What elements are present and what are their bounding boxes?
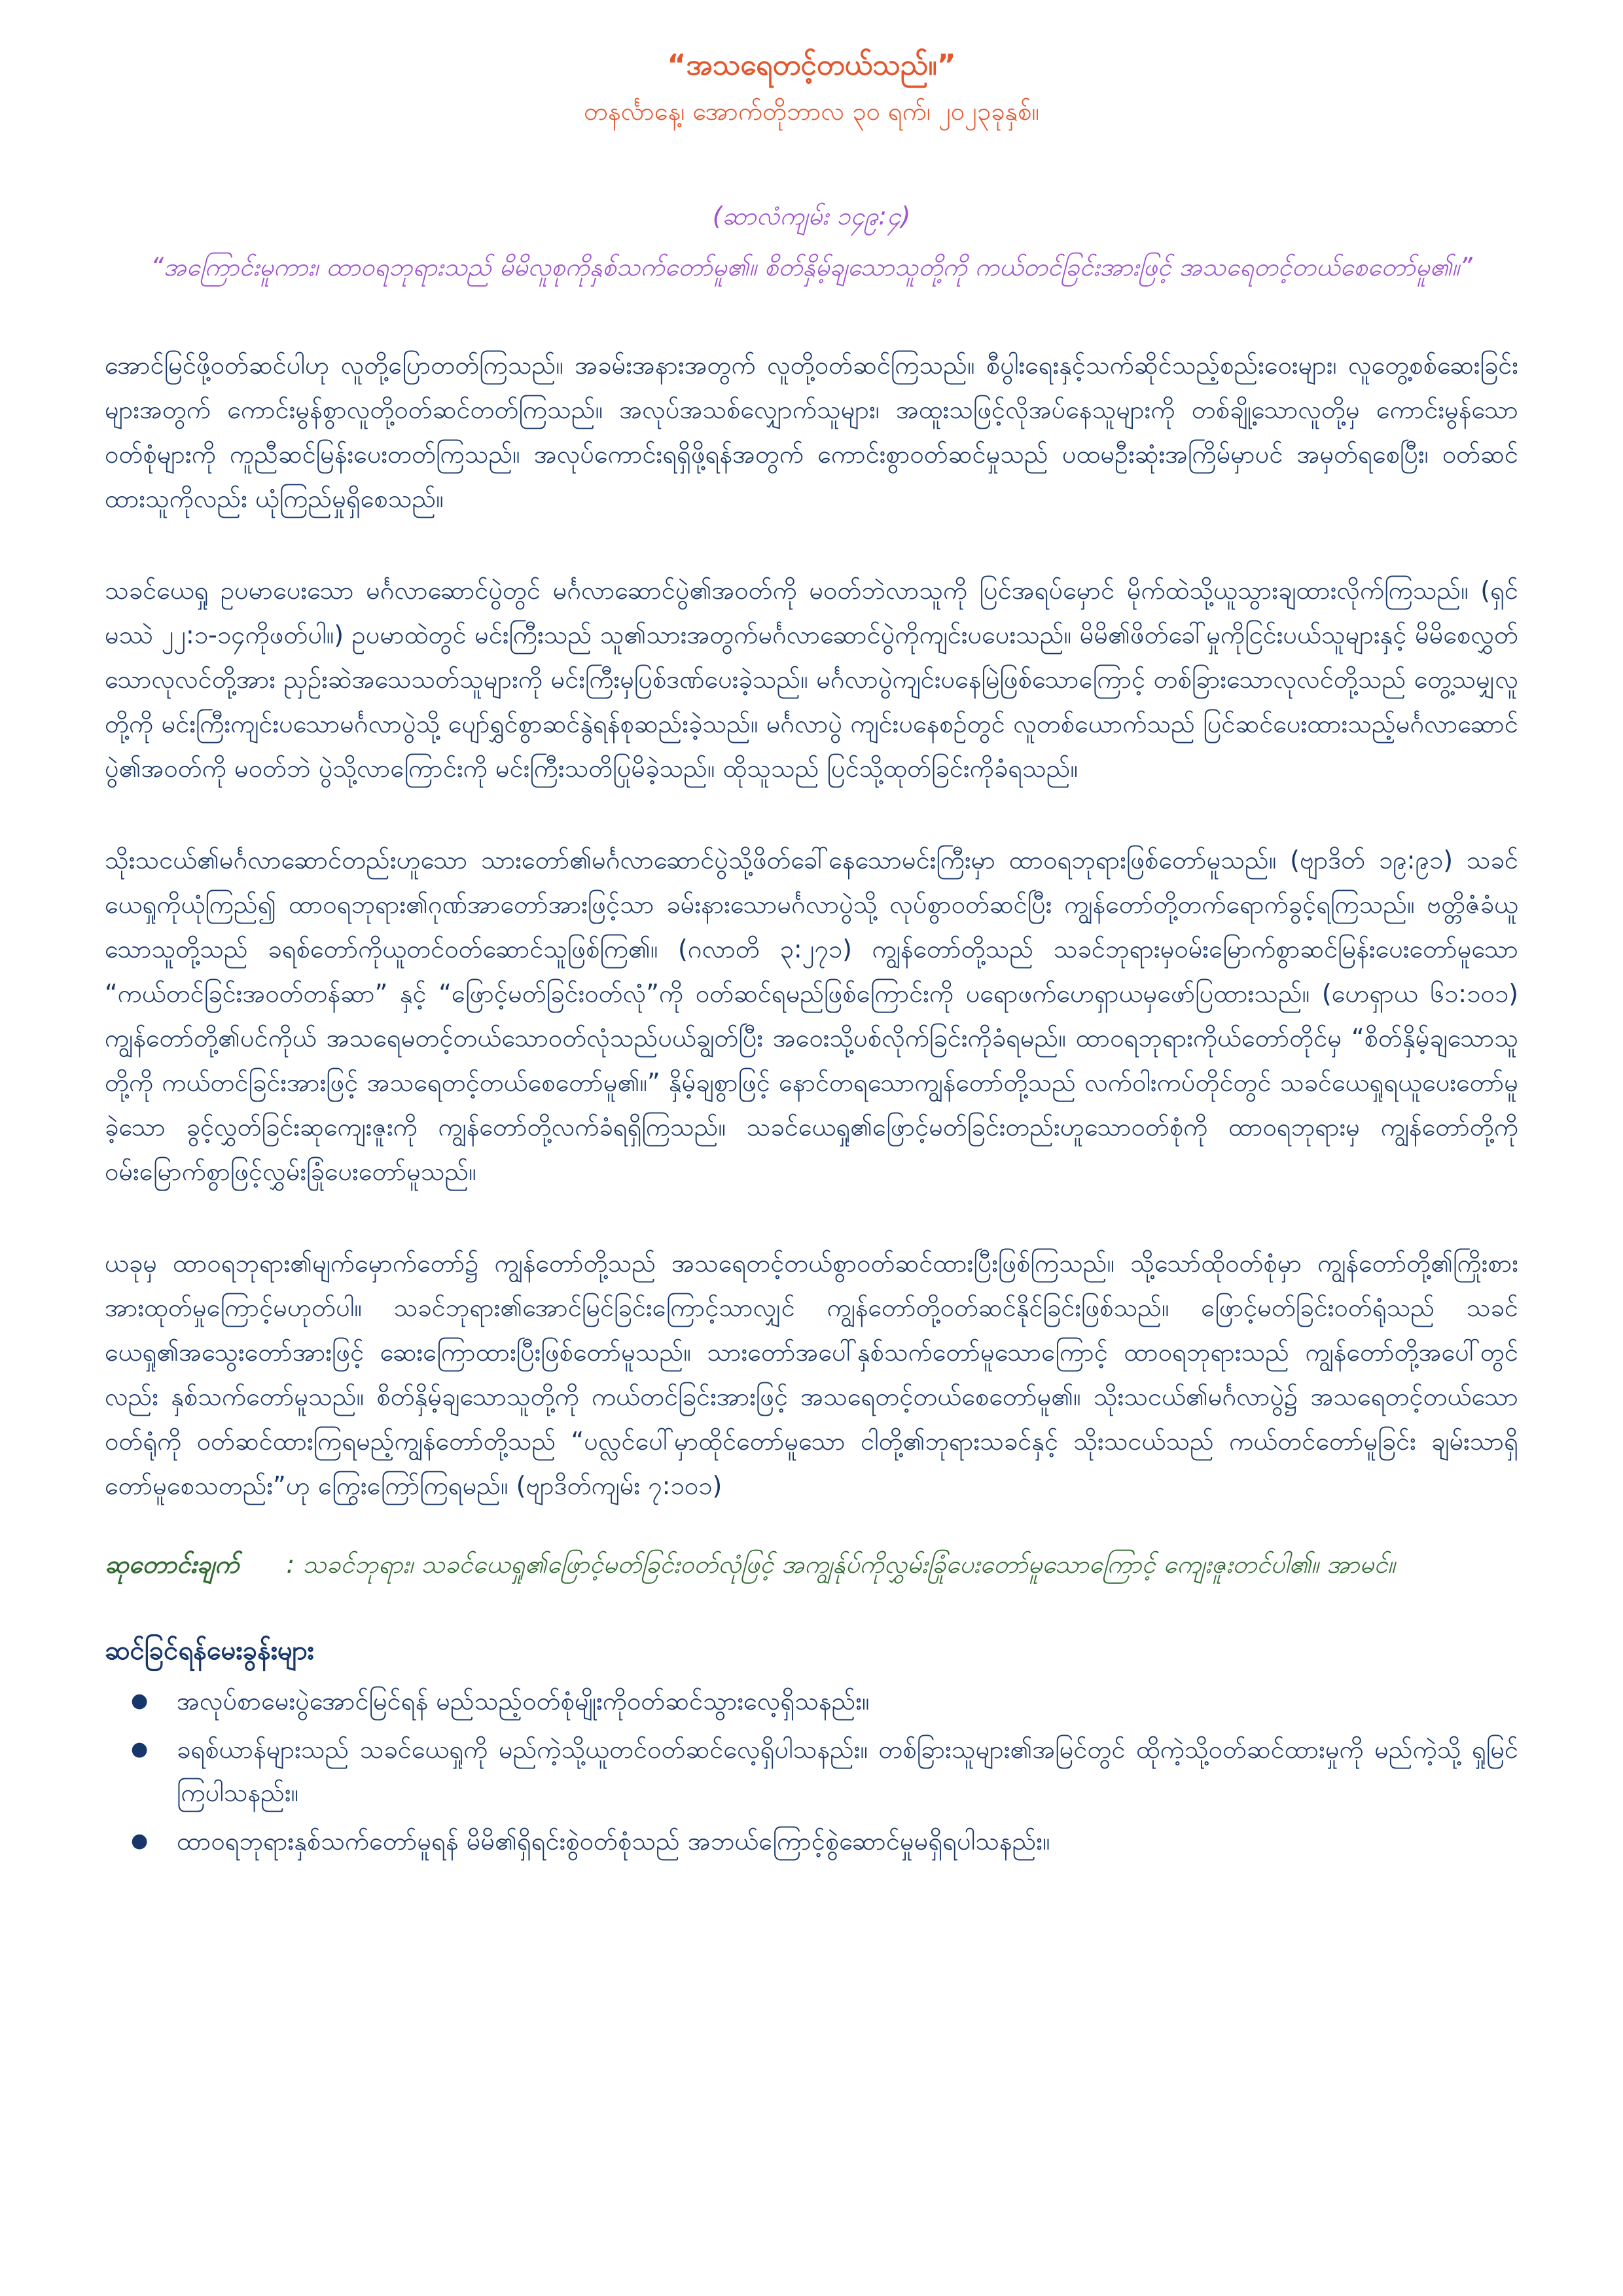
body-paragraph-2: သခင်ယေရှု ဥပမာပေးသော မင်္ဂလာဆောင်ပွဲတွင် မင်္ဂလာဆောင်ပွဲ၏အဝတ်ကို မဝတ်ဘဲလာသူကို ပြင်အရပ်မှောင် မိုက်ထဲသို့ယူသွားချထားလိုက်ကြသည်။ (ရှင်မဿဲ ၂၂:၁-၁၄ကိုဖတ်ပါ။) ဥပမာထဲတွင် မင်းကြီးသည် သူ၏သားအတွက်မင်္ဂလာဆောင်ပွဲကိုကျင်းပပေးသည်။ မိမိ၏ဖိတ်ခေါ်မှုကိုငြင်းပယ်သူများနှင့် မိမိစေလွှတ်သောလုလင်တို့အား ညှဉ်းဆဲအသေသတ်သူများကို မင်းကြီးမှပြစ်ဒဏ်ပေးခဲ့သည်။ မင်္ဂလာပွဲကျင်းပနေမြဲဖြစ်သောကြောင့် တစ်ခြားသောလုလင်တို့သည် တွေ့သမျှလူတို့ကို မင်းကြီးကျင်းပသောမင်္ဂလာပွဲသို့ ပျော်ရွှင်စွာဆင်နွဲရန်စုဆည်းခဲ့သည်။ မင်္ဂလာပွဲ ကျင်းပနေစဉ်တွင် လူတစ်ယောက်သည် ပြင်ဆင်ပေးထားသည့်မင်္ဂလာဆောင်ပွဲ၏အဝတ်ကို မဝတ်ဘဲ ပွဲသို့လာကြောင်းကို မင်းကြီးသတိပြုမိခဲ့သည်။ ထိုသူသည် ပြင်သို့ထုတ်ခြင်းကိုခံရသည်။: [105, 576, 1518, 783]
question-text: ထာဝရဘုရားနှစ်သက်တော်မူရန် မိမိ၏ရှိရင်းစွဲဝတ်စုံသည် အဘယ်ကြောင့်စွဲဆောင်မှုမရှိရပါသနည်း။: [177, 1827, 1050, 1856]
body-paragraph-1: အောင်မြင်ဖို့ဝတ်ဆင်ပါဟု လူတို့ပြောတတ်ကြသည်။ အခမ်းအနားအတွက် လူတို့ဝတ်ဆင်ကြသည်။ စီပွါးရေးနှင့်သက်ဆိုင်သည့်စည်းဝေးများ၊ လူတွေ့စစ်ဆေးခြင်းများအတွက် ကောင်းမွန်စွာလူတို့ဝတ်ဆင်တတ်ကြသည်။ အလုပ်အသစ်လျှောက်သူများ၊ အထူးသဖြင့်လိုအပ်နေသူများကို တစ်ချို့သောလူတို့မှ ကောင်းမွန်သောဝတ်စုံများကို ကူညီဆင်မြန်းပေးတတ်ကြသည်။ အလုပ်ကောင်းရရှိဖို့ရန်အတွက် ကောင်းစွာဝတ်ဆင်မှုသည် ပထမဦးဆုံးအကြိမ်မှာပင် အမှတ်ရစေပြီး၊ ဝတ်ဆင်ထားသူကိုလည်း ယုံကြည်မှုရှိစေသည်။: [105, 351, 1518, 513]
page-title: “အသရေတင့်တယ်သည်။”: [667, 48, 956, 82]
body-paragraph-4: ယခုမှ ထာဝရဘုရား၏မျက်မှောက်တော်၌ ကျွန်တော်တို့သည် အသရေတင့်တယ်စွာဝတ်ဆင်ထားပြီးဖြစ်ကြသည်။ သို့သော်ထိုဝတ်စုံမှာ ကျွန်တော်တို့၏ကြိုးစားအားထုတ်မှုကြောင့်မဟုတ်ပါ။ သခင်ဘုရား၏အောင်မြင်ခြင်းကြောင့်သာလျှင် ကျွန်တော်တို့ဝတ်ဆင်နိုင်ခြင်းဖြစ်သည်။ ဖြောင့်မတ်ခြင်းဝတ်ရုံသည် သခင်ယေရှု၏အသွေးတော်အားဖြင့် ဆေးကြောထားပြီးဖြစ်တော်မူသည်။ သားတော်အပေါ်နှစ်သက်တော်မူသောကြောင့် ထာဝရဘုရားသည် ကျွန်တော်တို့အပေါ်တွင်လည်း နှစ်သက်တော်မူသည်။ စိတ်နှိမ့်ချသောသူတို့ကို ကယ်တင်ခြင်းအားဖြင့် အသရေတင့်တယ်စေတော်မူ၏။ သိုးသငယ်၏မင်္ဂလာပွဲ၌ အသရေတင့်တယ်သောဝတ်ရုံကို ဝတ်ဆင်ထားကြရမည့်ကျွန်တော်တို့သည် “ပလ္လင်ပေါ်မှာထိုင်တော်မူသော ငါတို့၏ဘုရားသခင်နှင့် သိုးသငယ်သည် ကယ်တင်တော်မူခြင်း ချမ်းသာရှိတော်မူစေသတည်း”ဟု ကြွေးကြော်ကြရမည်။ (ဗျာဒိတ်ကျမ်း ၇:၁၀၁): [105, 1249, 1518, 1500]
prayer-section: [105, 1545, 1518, 1584]
verse-reference: (ဆာလံကျမ်း ၁၄၉:၄): [712, 202, 911, 230]
bullet-icon: ●: [131, 1829, 149, 1852]
prayer-label: ဆုတောင်းချက်: [105, 1550, 240, 1579]
question-item: [105, 1820, 1518, 1863]
question-item: [105, 1679, 1518, 1723]
questions-list: [105, 1679, 1518, 1863]
question-text: အလုပ်စာမေးပွဲအောင်မြင်ရန် မည်သည့်ဝတ်စုံမျိုးကိုဝတ်ဆင်သွားလေ့ရှိသနည်း။: [177, 1687, 870, 1715]
page-date: တနင်္လာနေ့၊ အောက်တိုဘာလ ၃၀ ရက်၊ ၂၀၂၃ခုနှစ်။: [584, 97, 1039, 126]
questions-heading: ဆင်ခြင်ရန်မေးခွန်းများ: [105, 1636, 314, 1666]
question-item: [105, 1728, 1518, 1814]
body-paragraph-3: သိုးသငယ်၏မင်္ဂလာဆောင်တည်းဟူသော သားတော်၏မင်္ဂလာဆောင်ပွဲသို့ဖိတ်ခေါ်နေသောမင်းကြီးမှာ ထာဝရဘုရားဖြစ်တော်မူသည်။ (ဗျာဒိတ် ၁၉:၉၁) သခင်ယေရှုကိုယုံကြည်၍ ထာဝရဘုရား၏ဂုဏ်အာတော်အားဖြင့်သာ ခမ်းနားသောမင်္ဂလာပွဲသို့ လုပ်စွာဝတ်ဆင်ပြီး ကျွန်တော်တို့တက်ရောက်ခွင့်ရကြသည်။ ဗတ္တိဇံခံယူသောသူတို့သည် ခရစ်တော်ကိုယူတင်ဝတ်ဆောင်သူဖြစ်ကြ၏။ (ဂလာတိ ၃:၂၇၁) ကျွန်တော်တို့သည် သခင်ဘုရားမှဝမ်းမြောက်စွာဆင်မြန်းပေးတော်မူသော “ကယ်တင်ခြင်းအဝတ်တန်ဆာ” နှင့် “ဖြောင့်မတ်ခြင်းဝတ်လုံ”ကို ဝတ်ဆင်ရမည်ဖြစ်ကြောင်းကို ပရောဖက်ဟေရှာယမှဖော်ပြထားသည်။ (ဟေရှာယ ၆၁:၁၀၁) ကျွန်တော်တို့၏ပင်ကိုယ် အသရေမတင့်တယ်သောဝတ်လုံသည်ပယ်ချွတ်ပြီး အဝေးသို့ပစ်လိုက်ခြင်းကိုခံရမည်။ ထာဝရဘုရားကိုယ်တော်တိုင်မှ “စိတ်နှိမ့်ချသောသူတို့ကို ကယ်တင်ခြင်းအားဖြင့် အသရေတင့်တယ်စေတော်မူ၏။” နှိမ့်ချစွာဖြင့် နောင်တရသောကျွန်တော်တို့သည် လက်ဝါးကပ်တိုင်တွင် သခင်ယေရှုရယူပေးတော်မူခဲ့သော ခွင့်လွှတ်ခြင်းဆုကျေးဇူးကို ကျွန်တော်တို့လက်ခံရရှိကြသည်။ သခင်ယေရှု၏ဖြောင့်မတ်ခြင်းတည်းဟူသောဝတ်စုံကို ထာဝရဘုရားမှ ကျွန်တော်တို့ကို ဝမ်းမြောက်စွာဖြင့်လွှမ်းခြုံပေးတော်မူသည်။: [105, 846, 1518, 1186]
question-text: ခရစ်ယာန်များသည် သခင်ယေရှုကို မည်ကဲ့သို့ယူတင်ဝတ်ဆင်လေ့ရှိပါသနည်း။ တစ်ခြားသူများ၏အမြင်တွင် ထိုကဲ့သို့ဝတ်ဆင်ထားမှုကို မည်ကဲ့သို့ ရှုမြင်ကြပါသနည်း။: [177, 1735, 1518, 1807]
bullet-icon: ●: [131, 1738, 149, 1761]
bullet-icon: ●: [131, 1689, 149, 1712]
prayer-text: : သခင်ဘုရား၊ သခင်ယေရှု၏ဖြောင့်မတ်ခြင်းဝတ်လုံဖြင့် အကျွန်ုပ်ကိုလွှမ်းခြုံပေးတော်မူသောကြောင့် ကျေးဇူးတင်ပါ၏။ အာမင်။: [286, 1550, 1395, 1579]
verse-text: “အကြောင်းမူကား၊ ထာဝရဘုရားသည် မိမိလူစုကိုနှစ်သက်တော်မူ၏။ စိတ်နှိမ့်ချသောသူတို့ကို ကယ်တင်ခြင်းအားဖြင့် အသရေတင့်တယ်စေတော်မူ၏။”: [151, 253, 1472, 281]
